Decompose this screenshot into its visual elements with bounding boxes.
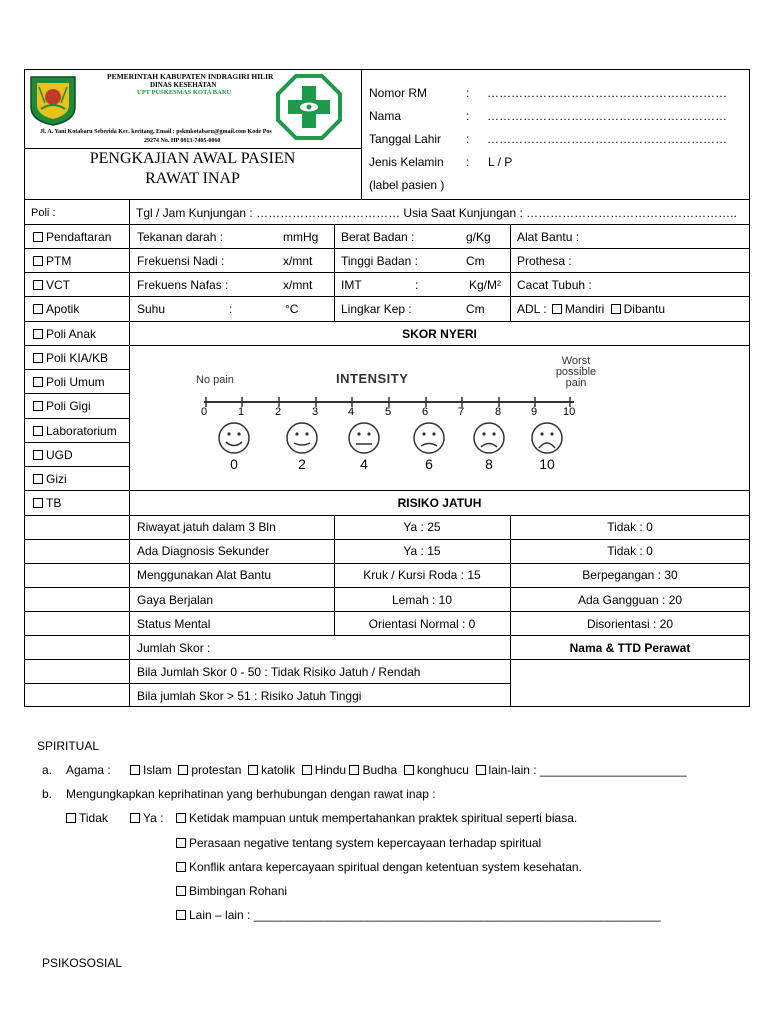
form-title-1: PENGKAJIAN AWAL PASIEN <box>89 150 296 167</box>
nama-label: Nama <box>369 109 402 123</box>
no-pain-label: No pain <box>196 374 234 386</box>
frekuensi-nadi-label: Frekuensi Nadi : <box>137 254 225 268</box>
risiko-row-score-b[interactable]: Berpegangan : 30 <box>582 568 678 582</box>
risiko-row-label: Gaya Berjalan <box>137 593 214 607</box>
colon: : <box>466 86 470 100</box>
suhu-label: Suhu <box>137 302 166 316</box>
poli-option-apotik[interactable]: Apotik <box>33 302 79 316</box>
item-a-label: a. <box>42 763 53 777</box>
unit-xmnt: x/mnt <box>283 278 313 292</box>
checkbox-icon[interactable] <box>33 401 43 411</box>
nomor-rm-label: Nomor RM <box>369 86 428 100</box>
unit-celsius: °C <box>285 302 299 316</box>
agama-label: Agama : <box>66 763 111 777</box>
option-tidak[interactable]: Tidak <box>66 811 108 825</box>
berat-badan-label: Berat Badan : <box>341 230 415 244</box>
tanggal-lahir-label: Tanggal Lahir <box>369 132 442 146</box>
poli-option-pendaftaran[interactable]: Pendaftaran <box>33 230 111 244</box>
jenis-kelamin-label: Jenis Kelamin <box>369 155 444 169</box>
unit-gkg: g/Kg <box>466 230 491 244</box>
face-score-label: 2 <box>298 456 306 472</box>
scale-tick-label: 4 <box>348 406 355 418</box>
religion-protestan[interactable]: protestan <box>191 763 242 777</box>
gov-line-1: PEMERINTAH KABUPATEN INDRAGIRI HILIR <box>107 72 274 81</box>
nomor-rm-field[interactable]: …………………………………………………… <box>487 86 727 100</box>
checkbox-icon[interactable] <box>33 353 43 363</box>
poli-option-lab[interactable]: Laboratorium <box>33 424 117 438</box>
possible-label: possible <box>555 366 597 378</box>
alat-bantu-label: Alat Bantu : <box>517 230 580 244</box>
poli-option-ptm[interactable]: PTM <box>33 254 71 268</box>
lingkar-kep-label: Lingkar Kep : <box>341 302 412 316</box>
scale-tick-label: 8 <box>495 406 502 418</box>
risiko-jatuh-title: RISIKO JATUH <box>397 496 482 510</box>
risiko-row-label: Status Mental <box>137 617 211 631</box>
face-score-label: 4 <box>360 456 368 472</box>
face-score-label: 10 <box>539 456 555 472</box>
checkbox-icon[interactable] <box>33 304 43 314</box>
religion-budha[interactable]: Budha <box>362 763 398 777</box>
address-line-1: Jl. A. Yani Kotabaru Seberida Kec. keritang, Email : pskmkotabaru@gmail.com Kode Pos <box>40 129 272 135</box>
checkbox-icon[interactable] <box>302 765 312 775</box>
nama-ttd-perawat: Nama & TTD Perawat <box>569 641 691 655</box>
spiritual-title: SPIRITUAL <box>37 739 100 753</box>
poli-option-tb[interactable]: TB <box>33 496 61 510</box>
checkbox-icon[interactable] <box>476 765 486 775</box>
bila-rendah: Bila Jumlah Skor 0 - 50 : Tidak Risiko Jatuh / Rendah <box>137 665 421 679</box>
jumlah-skor-label: Jumlah Skor : <box>137 641 211 655</box>
checkbox-icon[interactable] <box>176 862 186 872</box>
scale-tick-label: 6 <box>422 406 429 418</box>
checkbox-icon[interactable] <box>176 886 186 896</box>
tgl-kunjungan-field[interactable]: Tgl / Jam Kunjungan : ……………………………… Usia Saat Kunjungan : …………………………………………….. <box>136 206 737 220</box>
poli-option-anak[interactable]: Poli Anak <box>33 327 96 341</box>
checkbox-icon[interactable] <box>33 450 43 460</box>
gov-line-2: DINAS KESEHATAN <box>150 81 217 89</box>
risiko-row-score-b[interactable]: Tidak : 0 <box>607 520 653 534</box>
label-pasien: (label pasien ) <box>369 178 445 192</box>
colon: : <box>229 302 233 316</box>
risiko-row-score-b[interactable]: Disorientasi : 20 <box>586 617 674 631</box>
checkbox-icon[interactable] <box>248 765 258 775</box>
scale-tick-label: 7 <box>458 406 465 418</box>
face-score-label: 8 <box>485 456 493 472</box>
risiko-row-label: Ada Diagnosis Sekunder <box>137 544 270 558</box>
poli-option-ugd[interactable]: UGD <box>33 448 73 462</box>
risiko-row-score-a[interactable]: Ya : 15 <box>403 544 441 558</box>
checkbox-icon[interactable] <box>66 813 76 823</box>
checkbox-icon[interactable] <box>176 910 186 920</box>
adl-dibantu[interactable]: Dibantu <box>623 302 665 316</box>
scale-tick-label: 5 <box>385 406 392 418</box>
checkbox-icon[interactable] <box>130 813 140 823</box>
scale-tick-label: 9 <box>531 406 538 418</box>
cacat-tubuh-label: Cacat Tubuh : <box>517 278 592 292</box>
colon: : <box>466 132 470 146</box>
face-score-label: 6 <box>425 456 433 472</box>
form-title-2: RAWAT INAP <box>145 170 240 187</box>
adl-row <box>517 302 665 316</box>
risiko-row-label: Menggunakan Alat Bantu <box>137 568 272 582</box>
concern-option[interactable]: Bimbingan Rohani <box>176 884 287 898</box>
risiko-row-score-a[interactable]: Kruk / Kursi Roda : 15 <box>363 568 481 582</box>
checkbox-icon[interactable] <box>33 474 43 484</box>
religion-lain[interactable]: lain-lain : ______________________ <box>488 763 687 777</box>
poli-label: Poli : <box>31 207 56 219</box>
option-ya[interactable]: Ya : <box>130 811 163 825</box>
concern-option[interactable]: Perasaan negative tentang system kepercayaan terhadap spiritual <box>176 836 541 850</box>
item-b-label: b. <box>42 787 53 801</box>
poli-option-umum[interactable]: Poli Umum <box>33 375 105 389</box>
checkbox-icon[interactable] <box>176 813 186 823</box>
unit-mmhg: mmHg <box>283 230 319 244</box>
poli-option-vct[interactable]: VCT <box>33 278 70 292</box>
concern-option[interactable]: Konflik antara kepercayaan spiritual dengan ketentuan system kesehatan. <box>176 860 582 874</box>
concern-option[interactable]: Lain – lain : _____________________________________________________________ <box>176 908 661 922</box>
colon: : <box>415 278 419 292</box>
checkbox-icon[interactable] <box>611 304 621 314</box>
scale-tick-label: 3 <box>312 406 319 418</box>
item-b-text: Mengungkapkan keprihatinan yang berhubungan dengan rawat inap : <box>66 787 436 801</box>
religion-islam[interactable]: Islam <box>143 763 172 777</box>
checkbox-icon[interactable] <box>33 256 43 266</box>
pain-label: pain <box>565 377 587 389</box>
adl-mandiri[interactable]: Mandiri <box>564 302 605 316</box>
checkbox-icon[interactable] <box>176 838 186 848</box>
psikososial-title: PSIKOSOSIAL <box>42 956 123 970</box>
checkbox-icon[interactable] <box>33 426 43 436</box>
puskesmas-logo <box>276 74 342 140</box>
intensity-label: INTENSITY <box>336 371 409 386</box>
checkbox-icon[interactable] <box>33 232 43 242</box>
checkbox-icon[interactable] <box>33 329 43 339</box>
checkbox-icon[interactable] <box>33 377 43 387</box>
tanggal-lahir-field[interactable]: …………………………………………………… <box>487 132 727 146</box>
scale-tick-label: 2 <box>275 406 282 418</box>
risiko-row-score-a[interactable]: Ya : 25 <box>403 520 441 534</box>
bila-tinggi: Bila jumlah Skor > 51 : Risiko Jatuh Tinggi <box>137 689 362 703</box>
poli-option-kia[interactable]: Poli KIA/KB <box>33 351 108 365</box>
address-line-2: 29274 No. HP 0813-7405-0060 <box>144 138 221 144</box>
tinggi-badan-label: Tinggi Badan : <box>341 254 418 268</box>
religion-katolik[interactable]: katolik <box>261 763 296 777</box>
colon: : <box>466 109 470 123</box>
worst-label: Worst <box>561 355 591 367</box>
risiko-row-score-b[interactable]: Tidak : 0 <box>607 544 653 558</box>
poli-option-gizi[interactable]: Gizi <box>33 472 67 486</box>
gender-field[interactable]: L / P <box>488 155 513 169</box>
unit-kgm2: Kg/M² <box>469 278 502 292</box>
unit-cm: Cm <box>466 254 485 268</box>
regency-logo <box>27 73 79 127</box>
risiko-row-label: Riwayat jatuh dalam 3 Bln <box>137 520 276 534</box>
religion-konghucu[interactable]: konghucu <box>416 763 469 777</box>
scale-tick-label: 0 <box>201 406 208 418</box>
pain-scale <box>190 352 620 488</box>
poli-option-gigi[interactable]: Poli Gigi <box>33 399 91 413</box>
scale-tick-label: 1 <box>238 406 245 418</box>
nama-field[interactable]: …………………………………………………… <box>487 109 727 123</box>
risiko-row-score-a[interactable]: Orientasi Normal : 0 <box>368 617 476 631</box>
tekanan-darah-label: Tekanan darah : <box>137 230 224 244</box>
prothesa-label: Prothesa : <box>517 254 572 268</box>
risiko-row-score-a[interactable]: Lemah : 10 <box>391 593 453 607</box>
religion-hindu[interactable]: Hindu <box>314 763 347 777</box>
checkbox-icon[interactable] <box>33 498 43 508</box>
checkbox-icon[interactable] <box>130 765 140 775</box>
religion-options <box>130 763 687 777</box>
gov-line-3: UPT PUSKESMAS KOTA BARU <box>137 89 232 96</box>
imt-label: IMT <box>341 278 362 292</box>
concern-option[interactable]: Ketidak mampuan untuk mempertahankan praktek spiritual seperti biasa. <box>176 811 577 825</box>
unit-cm: Cm <box>466 302 485 316</box>
skor-nyeri-title: SKOR NYERI <box>402 327 477 341</box>
scale-tick-label: 10 <box>563 406 576 418</box>
checkbox-icon[interactable] <box>404 765 414 775</box>
risiko-row-score-b[interactable]: Ada Gangguan : 20 <box>577 593 683 607</box>
checkbox-icon[interactable] <box>552 304 562 314</box>
frekuensi-nafas-label: Frekuens Nafas : <box>137 278 229 292</box>
colon: : <box>466 155 470 169</box>
checkbox-icon[interactable] <box>349 765 359 775</box>
face-score-label: 0 <box>230 456 238 472</box>
adl-label: ADL : <box>517 302 547 316</box>
checkbox-icon[interactable] <box>33 280 43 290</box>
unit-xmnt: x/mnt <box>283 254 313 268</box>
checkbox-icon[interactable] <box>178 765 188 775</box>
